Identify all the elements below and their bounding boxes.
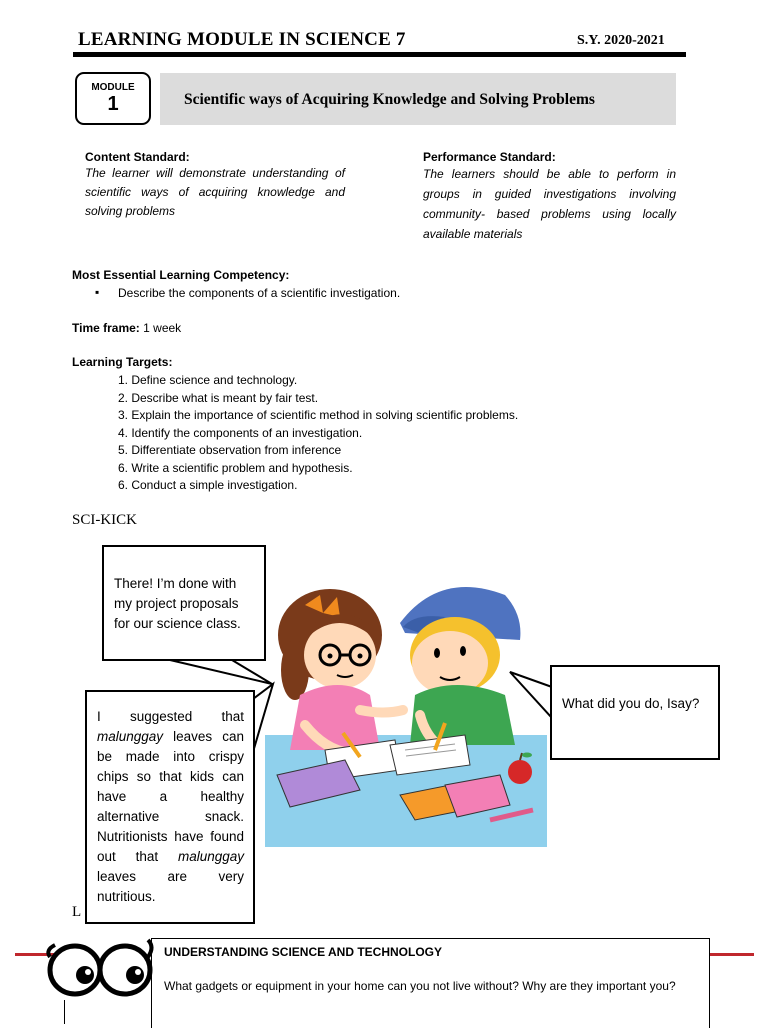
time-frame-value: 1 week <box>143 321 182 335</box>
speech-bubble-italic: malunggay <box>177 849 244 864</box>
speech-bubble-text: I suggested that <box>97 709 244 724</box>
document-title: LEARNING MODULE IN SCIENCE 7 <box>78 29 406 50</box>
list-item: 5. Differentiate observation from inference <box>118 443 342 457</box>
list-item: 2. Describe what is meant by fair test. <box>118 390 319 405</box>
speech-bubble-top-left <box>102 545 266 661</box>
list-item: 6. Conduct a simple investigation. <box>118 478 298 492</box>
content-standard-heading: Content Standard: <box>85 150 190 164</box>
school-year: S.Y. 2020-2021 <box>577 33 665 48</box>
speech-bubble-right <box>550 665 720 760</box>
speech-bubble-left <box>85 690 255 924</box>
time-frame-label: Time frame: <box>72 321 140 335</box>
speech-bubble-text: leaves are very nutritious. <box>97 869 244 904</box>
list-item: 4. Identify the components of an investigation. <box>118 425 363 440</box>
understanding-section-heading: UNDERSTANDING SCIENCE AND TECHNOLOGY <box>164 945 443 959</box>
speech-bubble-text: leaves can be made into crispy chips so that kids can have a healthy alternative snack. Nutritionists have found out that <box>97 729 244 864</box>
left-border-line <box>64 1000 65 1024</box>
melc-item: Describe the components of a scientific investigation. <box>118 286 401 300</box>
melc-heading: Most Essential Learning Competency: <box>72 268 290 282</box>
accent-line-right <box>710 953 754 956</box>
melc-bullet-icon: ▪ <box>95 285 100 299</box>
performance-standard-heading: Performance Standard: <box>423 150 556 164</box>
speech-bubble-text: What did you do, Isay? <box>562 696 700 711</box>
hidden-heading-fragment: L <box>72 904 82 920</box>
list-item: 3. Explain the importance of scientific method in solving scientific problems. <box>118 408 519 422</box>
speech-bubble-text: There! I’m done with my project proposals for our science class. <box>114 576 241 631</box>
glasses-eyes-icon <box>40 935 158 1005</box>
sci-kick-heading: SCI-KICK <box>72 512 138 528</box>
module-number: 1 <box>107 93 119 115</box>
list-item: 6. Write a scientific problem and hypothesis. <box>118 460 353 475</box>
list-item: 1. Define science and technology. <box>118 373 298 387</box>
module-label: MODULE <box>91 82 135 93</box>
module-title: Scientific ways of Acquiring Knowledge and Solving Problems <box>184 91 595 108</box>
content-standard-text: The learner will demonstrate understanding of scientific ways of acquiring knowledge and solving problems <box>85 166 345 218</box>
performance-standard-text: The learners should be able to perform in groups in guided investigations involving community- based problems using locally available materials <box>423 167 676 241</box>
learning-targets-heading: Learning Targets: <box>72 355 173 369</box>
speech-bubble-italic: malunggay <box>97 729 164 744</box>
understanding-section-question: What gadgets or equipment in your home can you not live without? Why are they important you? <box>164 979 676 993</box>
